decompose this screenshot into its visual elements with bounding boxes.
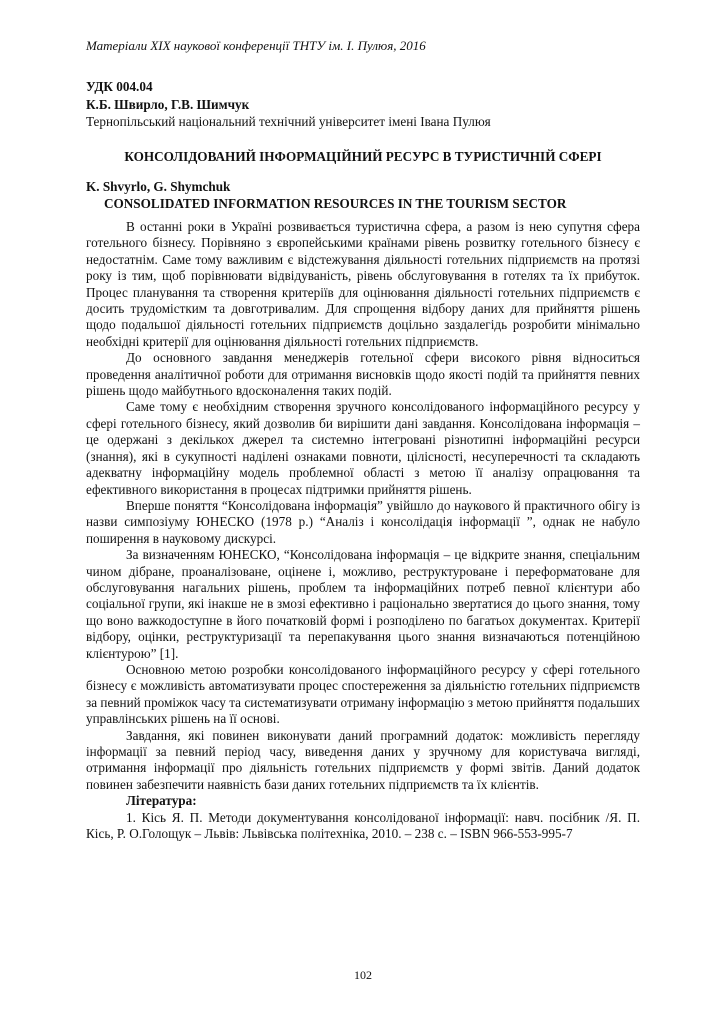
references-title: Література: xyxy=(126,793,197,809)
reference-item: 1. Кісь Я. П. Методи документування консолідованої інформації: навч. посібник /Я. П. Кісь, Р. О.Голощук – Львів: Львівська політехніка, 2010. – 238 с. – ISBN 966-553-995-7 xyxy=(86,809,640,842)
english-block xyxy=(86,178,640,212)
paragraph: В останні роки в Україні розвивається туристична сфера, а разом із нею супутня сфера готельного бізнесу. Порівняно з європейськими країнами рівень розвитку готельного бізнесу є недостатнім. Саме тому важливим є відстежування діяльності готельних підприємств на протязі року із тим, щоб порівнювати відвідуваність, рівень обслуговування в готелях та їх прибуток. Процес планування та створення критеріїв для оцінювання діяльності готельних підприємств є досить трудомістким та довготривалим. Для спрощення відбору даних для прийняття рішень щодо подальшої діяльності готельних підприємств доцільно заздалегідь розробити мінімально необхідні критерії для оцінювання діяльності готельних підприємств. xyxy=(86,219,640,349)
page-number: 102 xyxy=(354,968,372,982)
conference-header: Матеріали XIX наукової конференції ТНТУ ім. І. Пулюя, 2016 xyxy=(86,38,426,53)
paragraph: До основного завдання менеджерів готельної сфери високого рівня відноситься проведення аналітичної роботи для отримання висновків щодо якості подій та прийняття певних рішень щодо майбутнього вдосконалення таких подій. xyxy=(86,350,640,399)
authors-en: K. Shvyrlo, G. Shymchuk xyxy=(86,179,231,194)
authors-ua: К.Б. Швирло, Г.В. Шимчук xyxy=(86,96,250,112)
article-title-ua: КОНСОЛІДОВАНИЙ ІНФОРМАЦІЙНИЙ РЕСУРС В ТУРИСТИЧНІЙ СФЕРІ xyxy=(124,149,602,164)
article-meta xyxy=(86,78,640,131)
affiliation: Тернопільський національний технічний університет імені Івана Пулюя xyxy=(86,114,491,129)
paper-page xyxy=(86,0,640,1024)
paragraph: Саме тому є необхідним створення зручного консолідованого інформаційного ресурсу у сфері готельного бізнесу, який дозволив би вирішити дані завдання. Консолідована інформація – це одержані з декількох джерел та системно інтегровані різнотипні інформаційні ресурси (знання), які в сукупності наділені ознаками повноти, цілісності, несуперечності та складають адекватну інформаційну модель проблемної області з метою її аналізу опрацювання та ефективного використання в процесах підтримки прийняття рішень. xyxy=(86,399,640,497)
paragraph: Вперше поняття “Консолідована інформація” увійшло до наукового й практичного обігу із назви симпозіуму ЮНЕСКО (1978 р.) “Аналіз і консолідація інформації ”, однак не набуло поширення в науковому дискурсі. xyxy=(86,497,640,546)
paragraph: Основною метою розробки консолідованого інформаційного ресурсу у сфері готельного бізнесу є можливість автоматизувати процес спостереження за діяльністю готельних підприємств за певний проміжок часу та систематизувати отриману інформацію з метою прийняття подальших управлінських рішень на її основі. xyxy=(86,661,640,727)
paragraph: Завдання, які повинен виконувати даний програмний додаток: можливість перегляду інформації за певний період часу, виведення даних у зручному для користувача вигляді, отримання інформації про діяльність готельних підприємств у формі звітів. Даний додаток повинен забезпечити наявність бази даних готельних підприємств та їх клієнтів. xyxy=(86,727,640,792)
article-title-en: CONSOLIDATED INFORMATION RESOURCES IN THE TOURISM SECTOR xyxy=(104,196,567,211)
paragraph: За визначенням ЮНЕСКО, “Консолідована інформація – це відкрите знання, спеціальним чином дібране, проаналізоване, оцінене і, можливо, реструктуроване і переформатоване для обслуговування нагальних рішень, проблем та інформаційних потреб певної клієнтури або соціальної групи, які інакше не в змозі ефективно і раціонально звертатися до цього знання, тому що воно важкодоступне в його початковій формі і розподілено по багатьох документах. Критерії відбору, оцінки, реструктуризації та перепакування цього знання визначаються потенційною клієнтурою” [1]. xyxy=(86,547,640,661)
article-body xyxy=(86,219,640,842)
udc-code: УДК 004.04 xyxy=(86,79,153,94)
